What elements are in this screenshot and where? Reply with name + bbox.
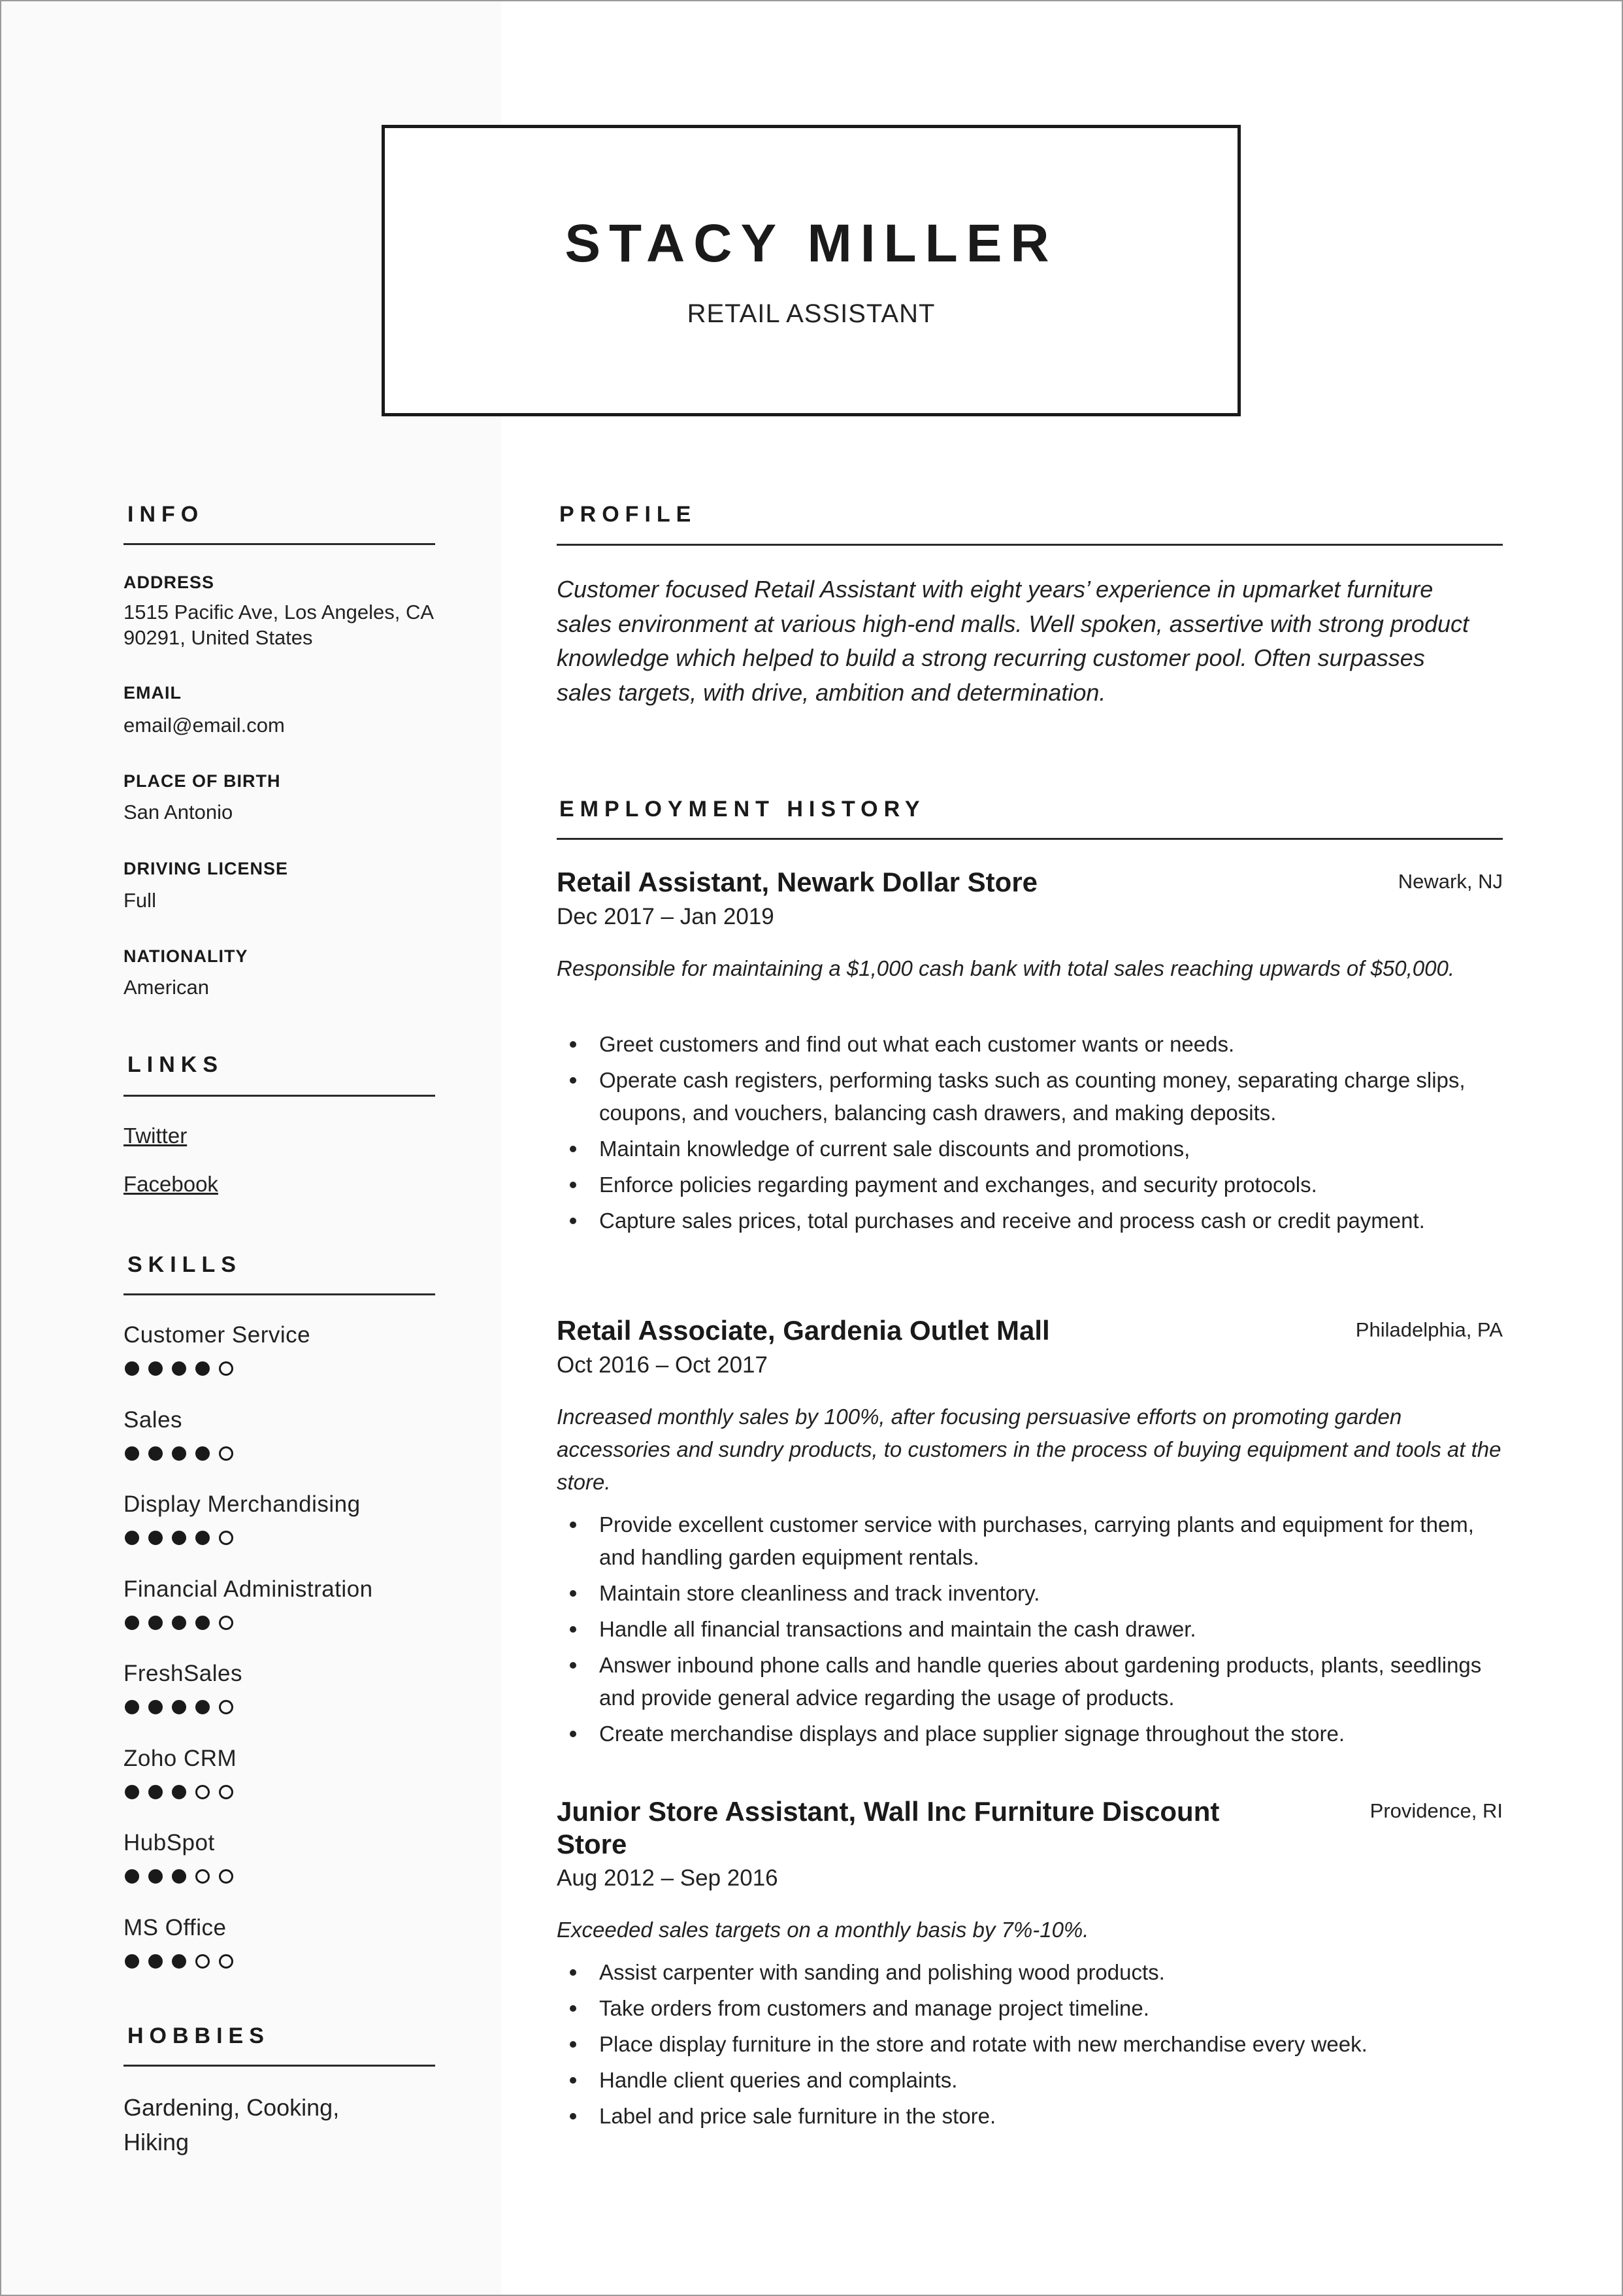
birthplace-value: San Antonio (123, 801, 233, 824)
list-item: Handle client queries and complaints. (557, 2064, 1503, 2097)
skill-rating (125, 1446, 233, 1463)
rating-dot-filled-icon (148, 1531, 163, 1545)
rating-dot-filled-icon (172, 1700, 186, 1714)
list-item: Provide excellent customer service with purchases, carrying plants and equipment for them, and handling garden equipment rentals. (557, 1508, 1503, 1574)
twitter-link[interactable]: Twitter (123, 1123, 188, 1148)
rating-dot-filled-icon (172, 1869, 186, 1884)
driving-license-value: Full (123, 889, 156, 912)
list-item: Label and price sale furniture in the store. (557, 2100, 1503, 2133)
rating-dot-filled-icon (125, 1954, 139, 1969)
list-item: Assist carpenter with sanding and polishing wood products. (557, 1956, 1503, 1989)
rating-dot-empty-icon (195, 1785, 210, 1799)
rating-dot-filled-icon (125, 1361, 139, 1376)
list-item: Maintain store cleanliness and track inventory. (557, 1577, 1503, 1610)
links-divider (123, 1095, 435, 1097)
profile-text: Customer focused Retail Assistant with eight years’ experience in upmarket furniture sales environment at various high-end malls. Well spoken, assertive with strong product knowledge which helped to build a strong recurring customer pool. Often surpasses sales targets, with drive, ambition and determination. (557, 576, 1469, 706)
rating-dot-filled-icon (172, 1616, 186, 1630)
rating-dot-empty-icon (219, 1361, 233, 1376)
address-value: 1515 Pacific Ave, Los Angeles, CA 90291, United States (123, 601, 433, 649)
email-label: EMAIL (123, 683, 182, 703)
rating-dot-filled-icon (125, 1700, 139, 1714)
facebook-link[interactable]: Facebook (123, 1172, 218, 1196)
employment-divider (557, 838, 1503, 840)
rating-dot-empty-icon (219, 1954, 233, 1969)
profile-heading: PROFILE (559, 502, 697, 527)
job-role: Retail Associate, Gardenia Outlet Mall (557, 1315, 1050, 1346)
hobbies-heading: HOBBIES (127, 2023, 270, 2048)
skills-divider (123, 1293, 435, 1295)
job-location: Providence, RI (1369, 1799, 1503, 1822)
skill-name: Display Merchandising (123, 1491, 361, 1517)
rating-dot-filled-icon (148, 1869, 163, 1884)
list-item: Enforce policies regarding payment and exchanges, and security protocols. (557, 1169, 1503, 1201)
job-location: Philadelphia, PA (1355, 1318, 1503, 1341)
skill-name: Customer Service (123, 1322, 311, 1348)
driving-license-label: DRIVING LICENSE (123, 859, 289, 878)
rating-dot-filled-icon (195, 1616, 210, 1630)
birthplace-label: PLACE OF BIRTH (123, 771, 281, 791)
rating-dot-filled-icon (172, 1785, 186, 1799)
rating-dot-filled-icon (195, 1446, 210, 1461)
job-summary: Increased monthly sales by 100%, after focusing persuasive efforts on promoting garden accessories and sundry products, to customers in the process of buying equipment and tools at the store. (557, 1405, 1501, 1494)
rating-dot-filled-icon (195, 1531, 210, 1545)
links-heading: LINKS (127, 1052, 223, 1077)
skill-rating (125, 1954, 233, 1971)
rating-dot-filled-icon (195, 1700, 210, 1714)
list-item: Take orders from customers and manage project timeline. (557, 1992, 1503, 2025)
hobbies-text: Gardening, Cooking, Hiking (123, 2094, 340, 2155)
rating-dot-filled-icon (195, 1361, 210, 1376)
list-item: Answer inbound phone calls and handle queries about gardening products, plants, seedlings and provide general advice regarding the usage of products. (557, 1649, 1503, 1714)
skill-rating (125, 1700, 233, 1717)
rating-dot-filled-icon (172, 1954, 186, 1969)
name-header-box (382, 125, 1241, 416)
skill-name: Sales (123, 1406, 183, 1433)
rating-dot-empty-icon (219, 1531, 233, 1545)
skill-name: MS Office (123, 1914, 227, 1940)
candidate-title: RETAIL ASSISTANT (687, 299, 936, 328)
job-duties (557, 1028, 1503, 1240)
info-heading: INFO (127, 502, 205, 527)
skill-rating (125, 1869, 233, 1886)
job-dates: Aug 2012 – Sep 2016 (557, 1865, 778, 1891)
list-item: Capture sales prices, total purchases and receive and process cash or credit payment. (557, 1205, 1503, 1237)
rating-dot-empty-icon (219, 1446, 233, 1461)
hobbies-divider (123, 2065, 435, 2067)
job-role: Junior Store Assistant, Wall Inc Furniture Discount Store (557, 1796, 1220, 1859)
rating-dot-empty-icon (195, 1954, 210, 1969)
job-summary: Exceeded sales targets on a monthly basis by 7%-10%. (557, 1918, 1089, 1942)
rating-dot-filled-icon (148, 1616, 163, 1630)
rating-dot-filled-icon (125, 1616, 139, 1630)
employment-heading: EMPLOYMENT HISTORY (559, 797, 926, 822)
rating-dot-filled-icon (125, 1531, 139, 1545)
rating-dot-filled-icon (148, 1954, 163, 1969)
rating-dot-empty-icon (219, 1869, 233, 1884)
rating-dot-empty-icon (219, 1616, 233, 1630)
list-item: Operate cash registers, performing tasks such as counting money, separating charge slips, coupons, and vouchers, balancing cash drawers, and making deposits. (557, 1064, 1503, 1129)
skill-rating (125, 1531, 233, 1548)
nationality-label: NATIONALITY (123, 946, 248, 966)
list-item: Create merchandise displays and place supplier signage throughout the store. (557, 1718, 1503, 1750)
skill-name: Zoho CRM (123, 1745, 237, 1771)
nationality-value: American (123, 976, 209, 999)
address-label: ADDRESS (123, 573, 215, 592)
list-item: Place display furniture in the store and rotate with new merchandise every week. (557, 2028, 1503, 2061)
rating-dot-filled-icon (148, 1785, 163, 1799)
job-duties (557, 1508, 1503, 1754)
job-dates: Dec 2017 – Jan 2019 (557, 904, 774, 929)
rating-dot-empty-icon (219, 1785, 233, 1799)
rating-dot-empty-icon (195, 1869, 210, 1884)
rating-dot-filled-icon (125, 1785, 139, 1799)
info-divider (123, 543, 435, 545)
rating-dot-filled-icon (172, 1446, 186, 1461)
job-dates: Oct 2016 – Oct 2017 (557, 1352, 768, 1378)
skill-name: FreshSales (123, 1661, 243, 1686)
rating-dot-filled-icon (125, 1869, 139, 1884)
candidate-name: STACY MILLER (565, 214, 1058, 273)
list-item: Greet customers and find out what each customer wants or needs. (557, 1028, 1503, 1061)
skill-rating (125, 1785, 233, 1802)
skill-name: HubSpot (123, 1830, 215, 1855)
rating-dot-filled-icon (172, 1531, 186, 1545)
email-value: email@email.com (123, 714, 285, 737)
skill-name: Financial Administration (123, 1576, 373, 1602)
skills-heading: SKILLS (127, 1252, 242, 1277)
rating-dot-empty-icon (219, 1700, 233, 1714)
skill-rating (125, 1616, 233, 1633)
list-item: Maintain knowledge of current sale discounts and promotions, (557, 1133, 1503, 1165)
skill-rating (125, 1361, 233, 1378)
rating-dot-filled-icon (148, 1446, 163, 1461)
rating-dot-filled-icon (172, 1361, 186, 1376)
job-duties (557, 1956, 1503, 2136)
job-summary: Responsible for maintaining a $1,000 cash bank with total sales reaching upwards of $50,000. (557, 956, 1455, 980)
rating-dot-filled-icon (125, 1446, 139, 1461)
list-item: Handle all financial transactions and maintain the cash drawer. (557, 1613, 1503, 1646)
job-role: Retail Assistant, Newark Dollar Store (557, 867, 1038, 897)
profile-divider (557, 544, 1503, 546)
job-location: Newark, NJ (1398, 870, 1503, 893)
rating-dot-filled-icon (148, 1361, 163, 1376)
rating-dot-filled-icon (148, 1700, 163, 1714)
